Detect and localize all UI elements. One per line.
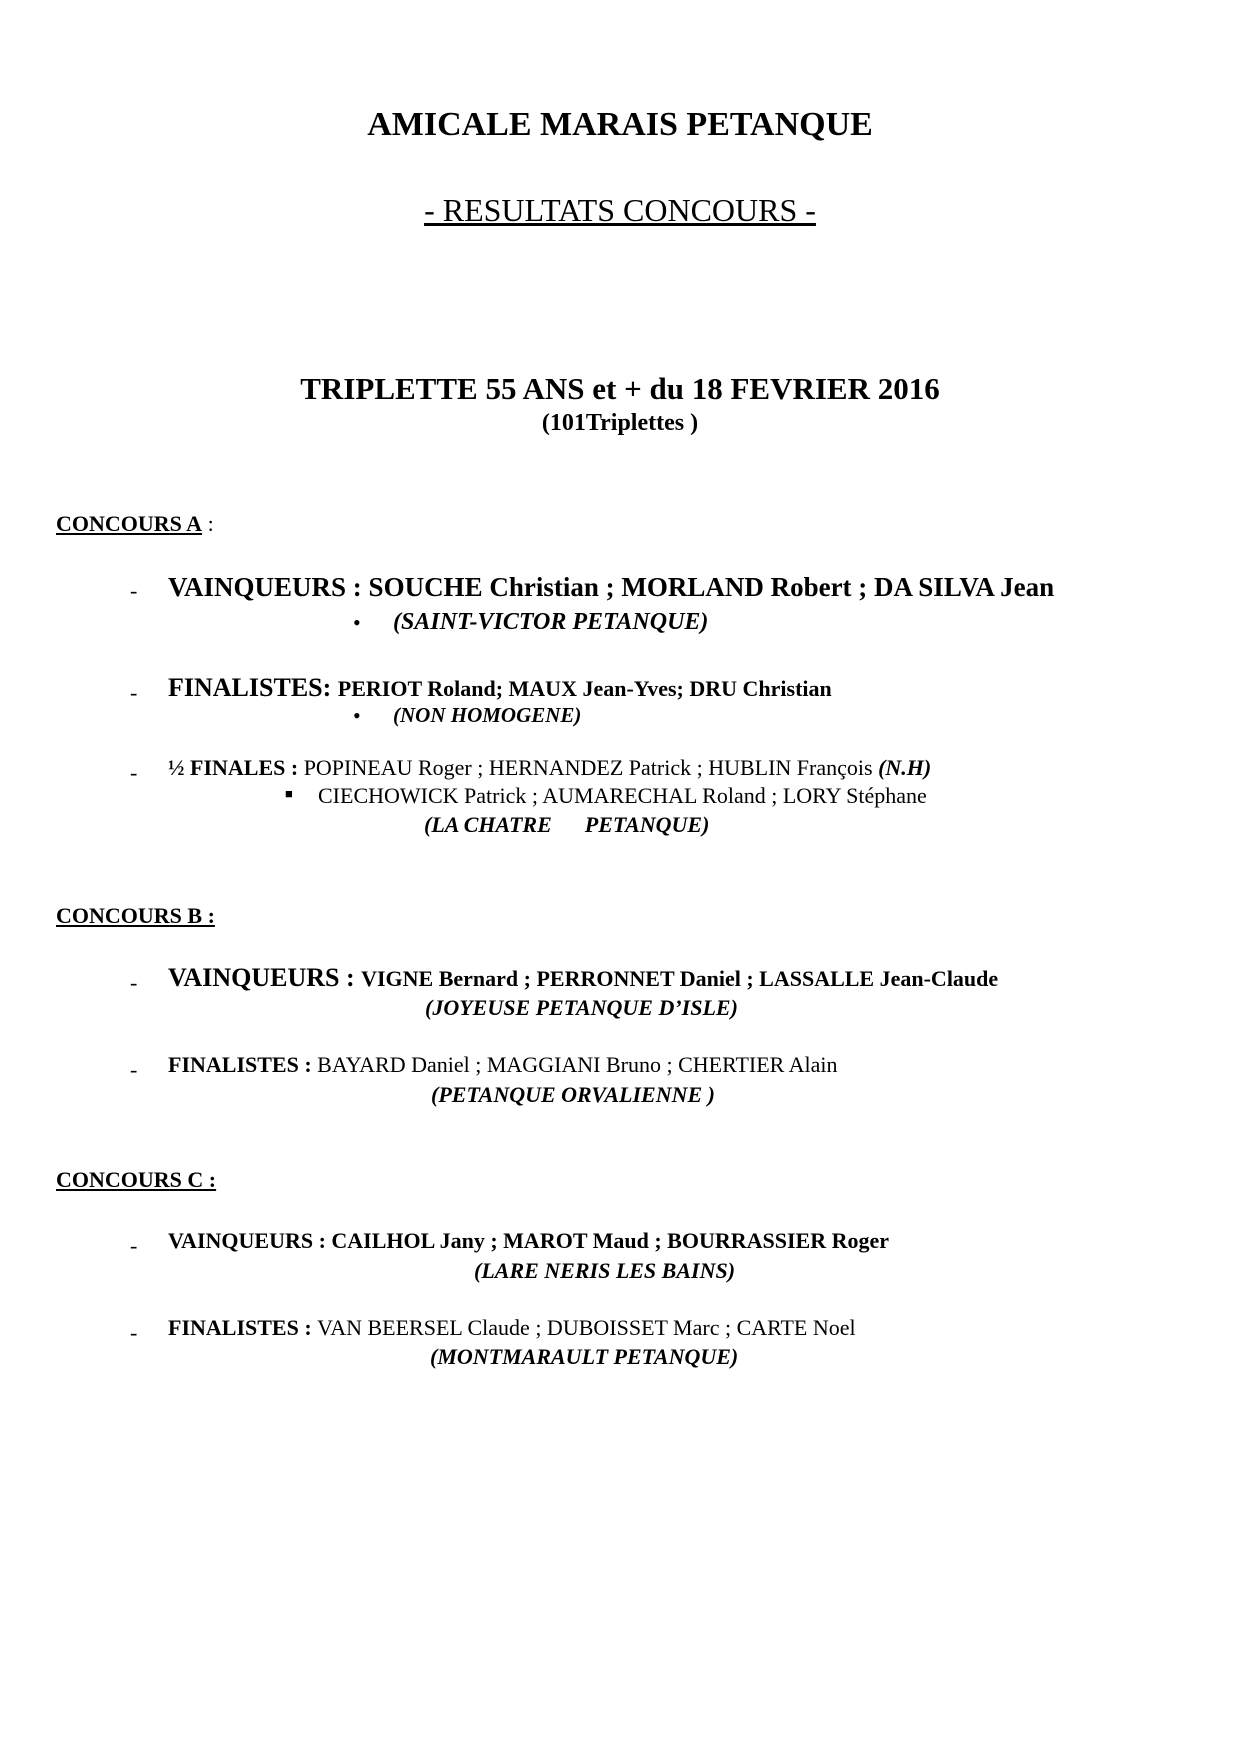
concours-c-heading: CONCOURS C : [56, 1167, 217, 1192]
club-title: AMICALE MARAIS PETANQUE [367, 106, 873, 143]
bullet-icon: • [353, 703, 361, 728]
dash-marker: - [130, 1233, 138, 1258]
concours-c-finalists-club: (MONTMARAULT PETANQUE) [430, 1344, 739, 1369]
concours-a-finalists-club: (NON HOMOGENE) [393, 703, 582, 727]
concours-a-winners: VAINQUEURS : SOUCHE Christian ; MORLAND Robert ; DA SILVA Jean [168, 572, 1055, 602]
concours-c-winners-club: (LARE NERIS LES BAINS) [474, 1258, 736, 1283]
dash-marker: - [130, 680, 138, 705]
bullet-icon: • [353, 610, 361, 635]
dash-marker: - [130, 760, 138, 785]
square-bullet-icon: ■ [285, 786, 293, 801]
event-team-count: (101Triplettes ) [541, 410, 699, 436]
concours-a-winners-club: (SAINT-VICTOR PETANQUE) [393, 609, 709, 635]
dash-marker: - [130, 1057, 138, 1082]
dash-marker: - [130, 1320, 138, 1345]
concours-b-finalists-club: (PETANQUE ORVALIENNE ) [431, 1082, 716, 1107]
page-subtitle: - RESULTATS CONCOURS - [424, 192, 816, 228]
concours-b-winners: VAINQUEURS : VIGNE Bernard ; PERRONNET Daniel ; LASSALLE Jean-Claude [168, 963, 999, 992]
concours-c-winners: VAINQUEURS : CAILHOL Jany ; MAROT Maud ; BOURRASSIER Roger [168, 1228, 890, 1253]
dash-marker: - [130, 970, 138, 995]
concours-b-winners-club: (JOYEUSE PETANQUE D’ISLE) [425, 995, 738, 1020]
concours-b-finalists: FINALISTES : BAYARD Daniel ; MAGGIANI Bruno ; CHERTIER Alain [168, 1052, 838, 1077]
concours-a-semifinalists-2-club: (LA CHATRE PETANQUE) [424, 812, 710, 837]
concours-a-semifinalists-2: CIECHOWICK Patrick ; AUMARECHAL Roland ; LORY Stéphane [318, 783, 927, 808]
dash-marker: - [130, 578, 138, 603]
event-title: TRIPLETTE 55 ANS et + du 18 FEVRIER 2016 [300, 371, 940, 406]
concours-a-finalists: FINALISTES: PERIOT Roland; MAUX Jean-Yves; DRU Christian [168, 673, 832, 702]
concours-c-finalists: FINALISTES : VAN BEERSEL Claude ; DUBOISSET Marc ; CARTE Noel [168, 1315, 856, 1340]
concours-b-heading: CONCOURS B : [56, 903, 215, 928]
concours-a-semifinalists-1: ½ FINALES : POPINEAU Roger ; HERNANDEZ Patrick ; HUBLIN François (N.H) [168, 755, 932, 780]
concours-a-heading: CONCOURS A : [56, 511, 214, 536]
